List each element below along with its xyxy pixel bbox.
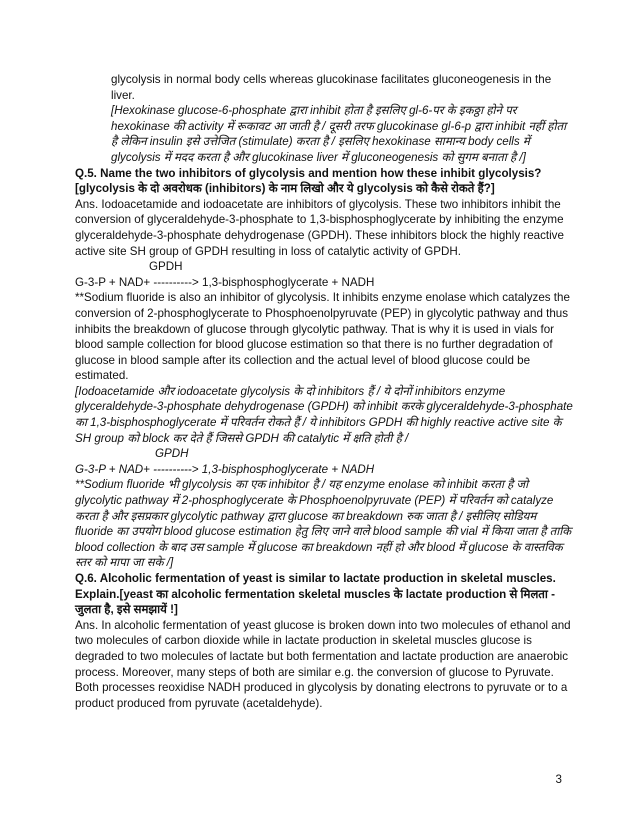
- gpdh-reaction-equation: G-3-P + NAD+ ----------> 1,3-bisphosphoglycerate + NADH: [75, 275, 375, 289]
- intro-hindi-paragraph: [Hexokinase glucose-6-phosphate द्वारा inhibit होता है इसलिए gl-6-पर के इकठ्ठा होने पर hexokinase की activity में रूकावट आ जाती है / दूसरी तरफ glucokinase gl-6-p द्वारा inhibit नहीं होता है लेकिन insulin इसे उत्तेजित (stimulate) करता है / इसलिए hexokinase सामान्य body cells में glycolysis में मदद करता है और glucokinase liver में gluconeogenesis को सुगम बनाता है /]: [111, 104, 567, 164]
- sodium-fluoride-hindi-paragraph: **Sodium fluoride भी glycolysis का एक inhibitor है / यह enzyme enolase को inhibit करता है जो glycolytic pathway में 2-phosphoglycerate के Phosphoenolpyruvate (PEP) में परिवर्तन को catalyze करता है और इसप्रकार glycolytic pathway द्वारा glucose का breakdown रुक जाता है / इसीलिए सोडियम fluoride का उपयोग blood glucose estimation हेतु लिए जाने वाले blood sample की vial में किया जाता है ताकि blood collection के बाद उस sample में glucose का breakdown नहीं हो और blood में glucose के वास्तविक स्तर को मापा जा सके /]: [75, 478, 572, 570]
- question-5-answer: Ans. Iodoacetamide and iodoacetate are inhibitors of glycolysis. These two inhibitors inhibit the conversion of glyceraldehyde-3-phosphate to 1,3-bisphosphoglycerate by inhibiting the enzyme glyceraldehyde-3-phosphate dehydrogenase (GPDH). These inhibitors block the highly reactive active site SH group of GPDH resulting in loss of catalytic activity of GPDH.: [75, 197, 564, 258]
- page-content: [75, 72, 575, 711]
- gpdh-enzyme-label: GPDH: [149, 260, 183, 274]
- gpdh-enzyme-label-italic: GPDH: [155, 447, 189, 461]
- gpdh-reaction-equation-italic: G-3-P + NAD+ ----------> 1,3-bisphosphoglycerate + NADH: [75, 462, 375, 476]
- question-5-heading: Q.5. Name the two inhibitors of glycolysis and mention how these inhibit glycolysis?[glycolysis के दो अवरोधक (inhibitors) के नाम लिखो और ये glycolysis को कैसे रोकते हैं?]: [75, 166, 542, 196]
- page-number: 3: [555, 773, 562, 786]
- intro-paragraph: glycolysis in normal body cells whereas glucokinase facilitates gluconeogenesis in the liver.: [111, 73, 552, 102]
- question-5-hindi-paragraph: [Iodoacetamide और iodoacetate glycolysis के दो inhibitors हैं / ये दोनों inhibitors enzyme glyceraldehyde-3-phosphate dehydrogenase (GPDH) को inhibit करके glyceraldehyde-3-phosphate का 1,3-bisphosphoglycerate में परिवर्तन रोकते हैं / ये inhibitors GPDH की highly reactive active site के SH group को block कर देते हैं जिससे GPDH की catalytic में क्षति होती है /: [75, 384, 573, 445]
- question-6-answer: Ans. In alcoholic fermentation of yeast glucose is broken down into two molecules of ethanol and two molecules of carbon dioxide while in lactate production in skeletal muscles glucose is degraded to two molecules of lactate but both fermentation and lactate production are anaerobic process. Moreover, many steps of both are similar e.g. the conversion of glucose to Pyruvate. Both processes reoxidise NADH produced in glycolysis by donating electrons to pyruvate or to a product produced from pyruvate (acetaldehyde).: [75, 618, 571, 710]
- sodium-fluoride-paragraph: **Sodium fluoride is also an inhibitor of glycolysis. It inhibits enzyme enolase which catalyzes the conversion of 2-phosphoglycerate to Phosphoenolpyruvate (PEP) in glycolytic pathway and thus inhibits the breakdown of glucose through glycolytic pathway. That is why it is used in vials for blood sample collection for blood glucose estimation so that there is no further degradation of glucose in blood sample after its collection and the actual level of blood glucose could be estimated.: [75, 291, 570, 383]
- question-6-heading: Q.6. Alcoholic fermentation of yeast is similar to lactate production in skeletal muscles. Explain.[yeast का alcoholic fermentation skeletal muscles के lactate production से मिलता - जुलता है, इसे समझायें !]: [75, 572, 556, 617]
